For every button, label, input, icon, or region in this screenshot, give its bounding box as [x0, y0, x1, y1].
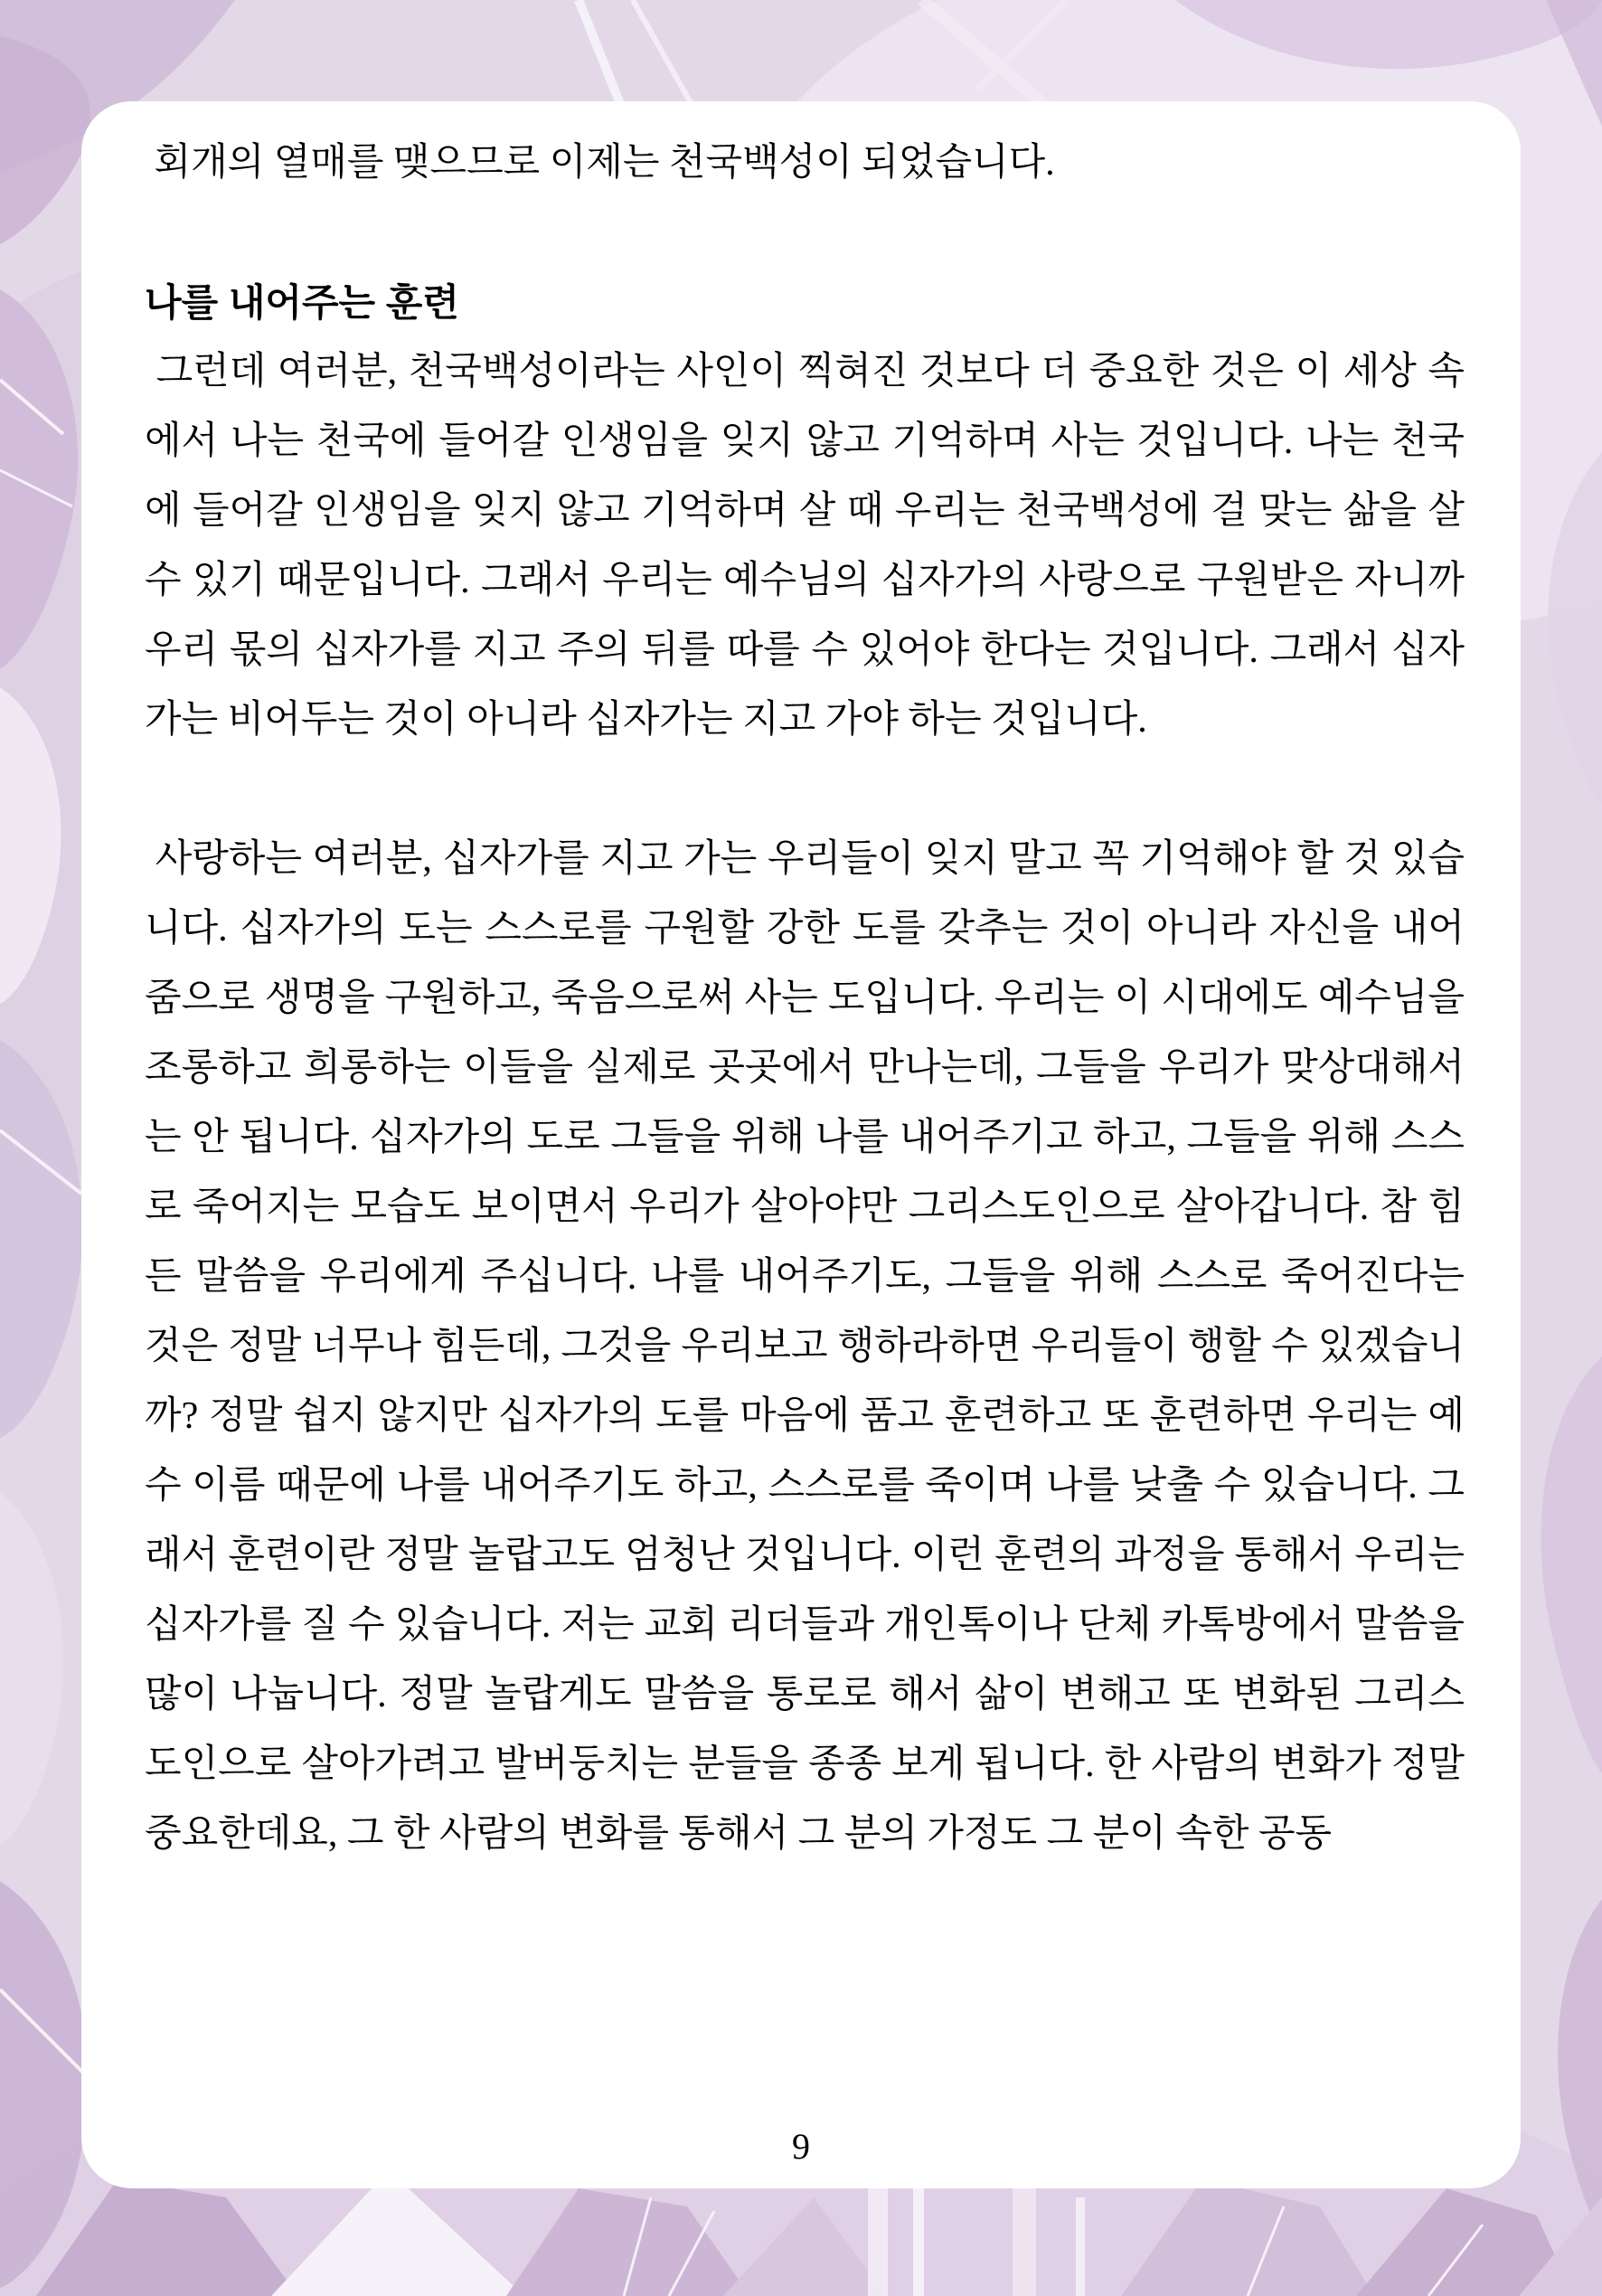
content-card — [81, 101, 1521, 2188]
page-number: 9 — [792, 2126, 810, 2167]
paragraph-continuation: 회개의 열매를 맺으므로 이제는 천국백성이 되었습니다. — [145, 142, 1055, 184]
section-heading: 나를 내어주는 훈련 — [145, 281, 459, 324]
blank-line — [145, 198, 1465, 268]
paragraph-2: 사랑하는 여러분, 십자가를 지고 가는 우리들이 잊지 말고 꼭 기억해야 할 것 있습니다. 십자가의 도는 스스로를 구원할 강한 도를 갖추는 것이 아니라 자신을 내어줌으로 생명을 구원하고, 죽음으로써 사는 도입니다. 우리는 이 시대에도 예수님을 조롱하고 희롱하는 이들을 실제로 곳곳에서 만나는데, 그들을 우리가 맞상대해서는 안 됩니다. 십자가의 도로 그들을 위해 나를 내어주기고 하고, 그들을 위해 스스로 죽어지는 모습도 보이면서 우리가 살아야만 그리스도인으로 살아갑니다. 참 힘든 말씀을 우리에게 주십니다. 나를 내어주기도, 그들을 위해 스스로 죽어진다는 것은 정말 너무나 힘든데, 그것을 우리보고 행하라하면 우리들이 행할 수 있겠습니까? 정말 쉽지 않지만 십자가의 도를 마음에 품고 훈련하고 또 훈련하면 우리는 예수 이름 때문에 나를 내어주기도 하고, 스스로를 죽이며 나를 낮출 수 있습니다. 그래서 훈련이란 정말 놀랍고도 엄청난 것입니다. 이런 훈련의 과정을 통해서 우리는 십자가를 질 수 있습니다. 저는 교회 리더들과 개인톡이나 단체 카톡방에서 말씀을 많이 나눕니다. 정말 놀랍게도 말씀을 통로로 해서 삶이 변해고 또 변화된 그리스도인으로 살아가려고 발버둥치는 분들을 종종 보게 됩니다. 한 사람의 변화가 정말 중요한데요, 그 한 사람의 변화를 통해서 그 분의 가정도 그 분이 속한 공동 — [145, 838, 1475, 1855]
paragraph-1: 그런데 여러분, 천국백성이라는 사인이 찍혀진 것보다 더 중요한 것은 이 세상 속에서 나는 천국에 들어갈 인생임을 잊지 않고 기억하며 사는 것입니다. 나는 천국에 들어갈 인생임을 잊지 않고 기억하며 살 때 우리는 천국백성에 걸 맞는 삶을 살 수 있기 때문입니다. 그래서 우리는 예수님의 십자가의 사랑으로 구원받은 자니까 우리 몫의 십자가를 지고 주의 뒤를 따를 수 있어야 한다는 것입니다. 그래서 십자가는 비어두는 것이 아니라 십자가는 지고 가야 하는 것입니다. — [145, 351, 1475, 741]
blank-line — [145, 755, 1465, 825]
